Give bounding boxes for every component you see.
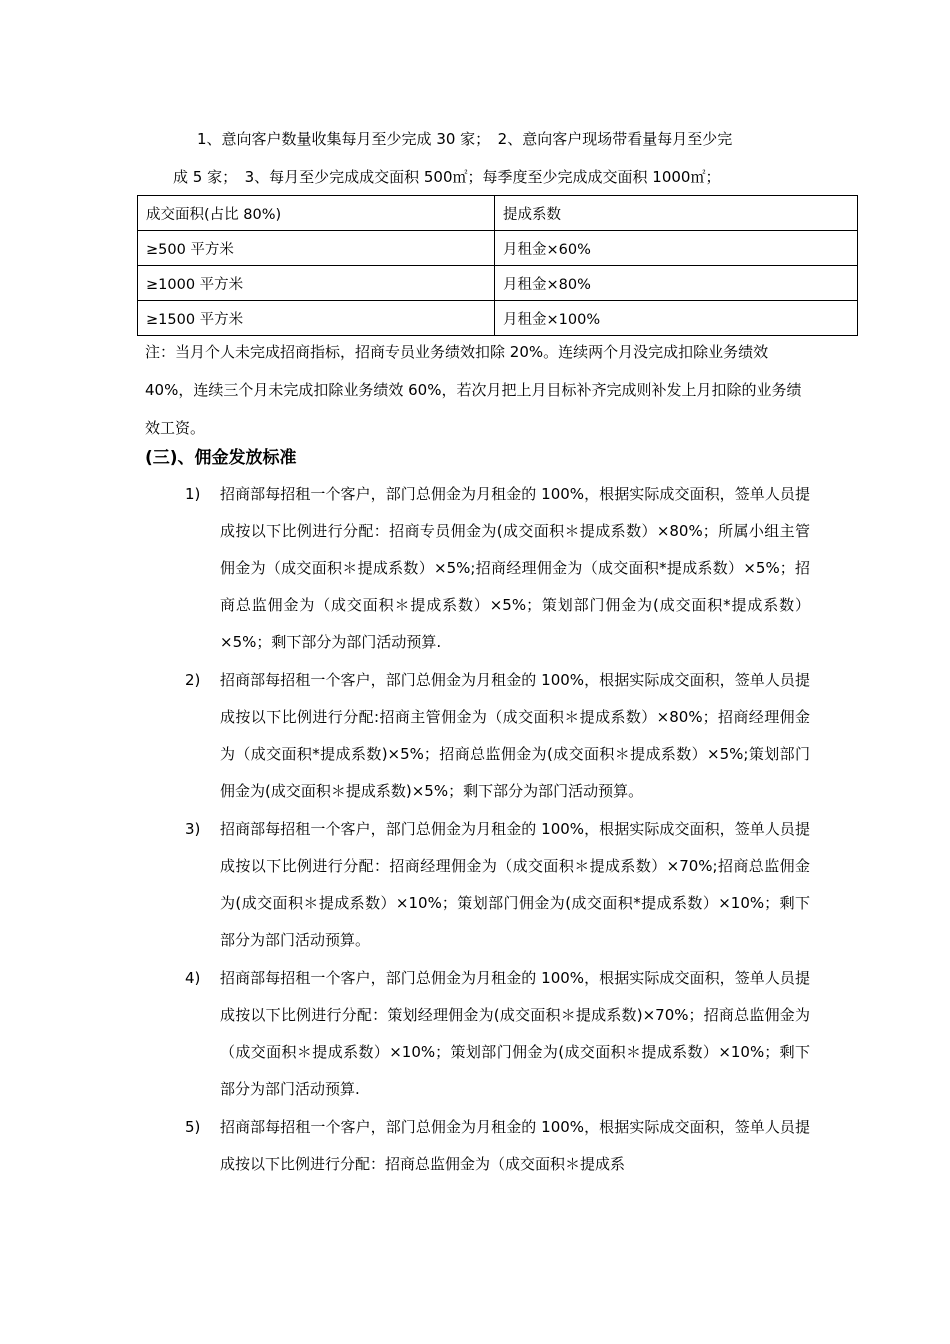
section-title: (三)、佣金发放标准 — [145, 448, 297, 468]
table-cell-rate: 月租金×80% — [495, 266, 858, 301]
list-item-number: 4) — [185, 969, 201, 987]
list-item-text: 招商部每招租一个客户，部门总佣金为月租金的 100%，根据实际成交面积，签单人员提成按以下比例进行分配：招商专员佣金为(成交面积＊提成系数）×80%；所属小组主管佣金为（成交面积＊提成系数）×5%;招商经理佣金为（成交面积*提成系数）×5%；招商总监佣金为（成交面积＊提成系数）×5%；策划部门佣金为(成交面积*提成系数）×5%；剩下部分为部门活动预算. — [220, 485, 810, 651]
list-item-text: 招商部每招租一个客户，部门总佣金为月租金的 100%，根据实际成交面积，签单人员提成按以下比例进行分配：策划经理佣金为(成交面积＊提成系数)×70%；招商总监佣金为（成交面积＊提成系数）×10%；策划部门佣金为(成交面积＊提成系数）×10%；剩下部分为部门活动预算. — [220, 969, 810, 1098]
list-item-number: 3) — [185, 820, 201, 838]
table-header-row — [138, 196, 858, 231]
table-row — [138, 231, 858, 266]
table-header-area: 成交面积(占比 80%) — [138, 196, 495, 231]
list-item-text: 招商部每招租一个客户，部门总佣金为月租金的 100%，根据实际成交面积，签单人员提成按以下比例进行分配：招商总监佣金为（成交面积＊提成系 — [220, 1118, 810, 1173]
list-item-number: 1) — [185, 485, 201, 503]
list-item-text: 招商部每招租一个客户，部门总佣金为月租金的 100%，根据实际成交面积，签单人员提成按以下比例进行分配：招商经理佣金为（成交面积＊提成系数）×70%;招商总监佣金为(成交面积＊提成系数）×10%；策划部门佣金为(成交面积*提成系数）×10%；剩下部分为部门活动预算。 — [220, 820, 810, 949]
table-row — [138, 301, 858, 336]
commission-rate-table — [137, 195, 858, 336]
list-item — [145, 476, 815, 661]
table-row — [138, 266, 858, 301]
table-cell-rate: 月租金×60% — [495, 231, 858, 266]
table-header-rate: 提成系数 — [495, 196, 858, 231]
list-item — [145, 1109, 815, 1183]
list-item — [145, 960, 815, 1108]
intro-line-2: 成 5 家； 3、每月至少完成成交面积 500㎡；每季度至少完成成交面积 1000㎡； — [173, 168, 721, 186]
list-item-number: 5) — [185, 1118, 201, 1136]
table-cell-area: ≥1500 平方米 — [138, 301, 495, 336]
intro-line-1: 1、意向客户数量收集每月至少完成 30 家； 2、意向客户现场带看量每月至少完 — [197, 130, 733, 148]
table-cell-area: ≥1000 平方米 — [138, 266, 495, 301]
list-item — [145, 662, 815, 810]
list-item-number: 2) — [185, 671, 201, 689]
table-cell-area: ≥500 平方米 — [138, 231, 495, 266]
note-paragraph: 注：当月个人未完成招商指标，招商专员业务绩效扣除 20%。连续两个月没完成扣除业务绩效 40%，连续三个月未完成扣除业务绩效 60%，若次月把上月目标补齐完成则补发上月扣除的业务绩效工资。 — [145, 343, 802, 437]
list-item-text: 招商部每招租一个客户，部门总佣金为月租金的 100%，根据实际成交面积，签单人员提成按以下比例进行分配:招商主管佣金为（成交面积＊提成系数）×80%；招商经理佣金为（成交面积*提成系数)×5%；招商总监佣金为(成交面积＊提成系数）×5%;策划部门佣金为(成交面积＊提成系数)×5%；剩下部分为部门活动预算。 — [220, 671, 810, 800]
list-item — [145, 811, 815, 959]
commission-item-list — [145, 476, 815, 1183]
intro-paragraph — [145, 120, 815, 196]
table-cell-rate: 月租金×100% — [495, 301, 858, 336]
